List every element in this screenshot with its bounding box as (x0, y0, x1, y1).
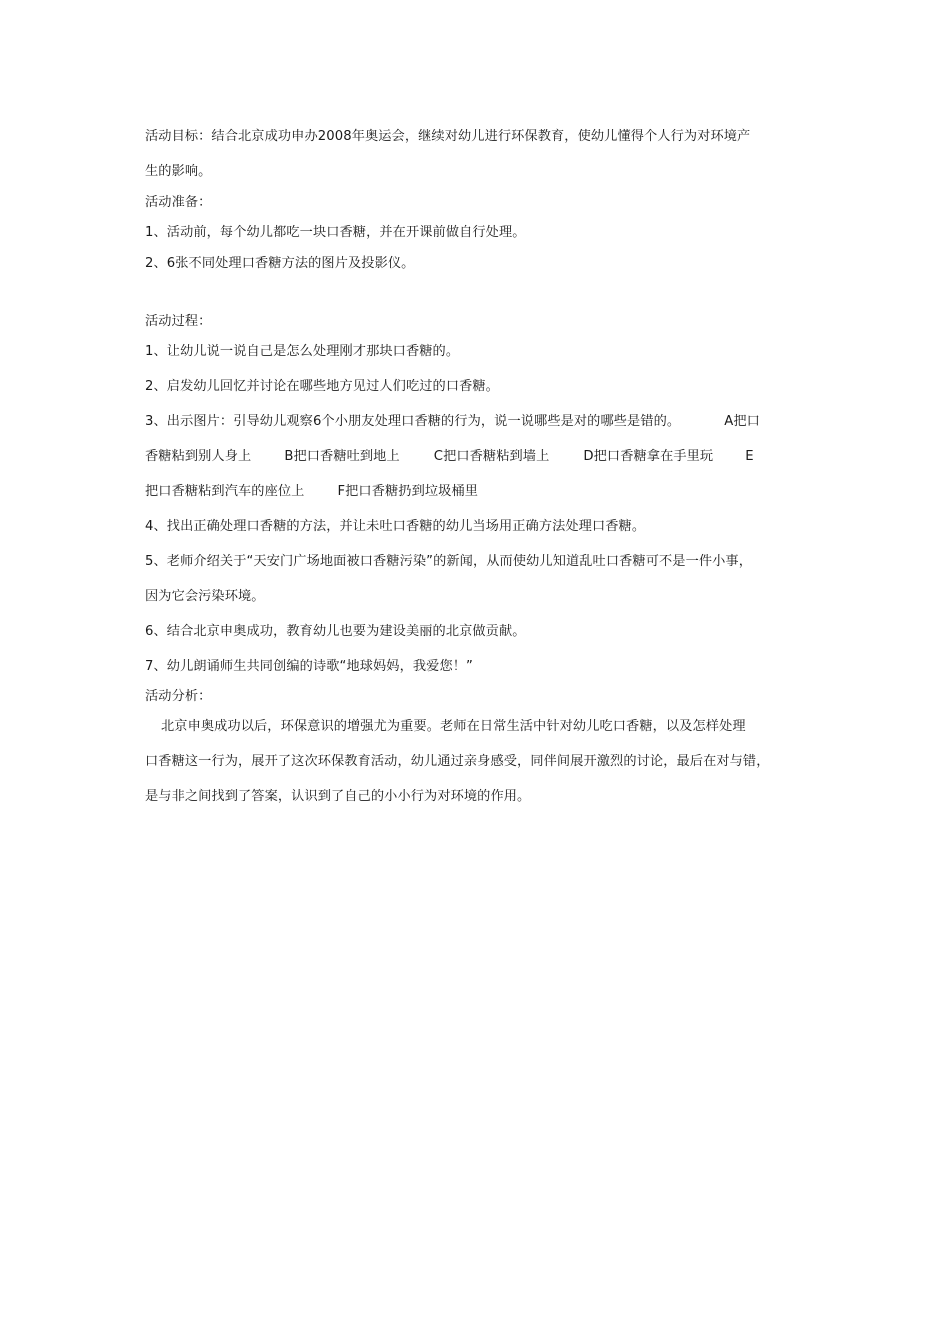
analysis-line-2: 口香糖这一行为，展开了这次环保教育活动，幼儿通过亲身感受，同伴间展开激烈的讨论，最后在对与错， (145, 754, 770, 769)
document-body (145, 124, 820, 819)
option-a-start: A把口 (724, 414, 760, 429)
prep-item-1: 1、活动前，每个幼儿都吃一块口香糖，并在开课前做自行处理。 (145, 225, 526, 240)
process-step-5-line-2: 因为它会污染环境。 (145, 589, 265, 604)
process-step-5-line-1: 5、老师介绍关于“天安门广场地面被口香糖污染”的新闻，从而使幼儿知道乱吐口香糖可不是一件小事， (145, 554, 752, 569)
analysis-heading: 活动分析： (145, 689, 212, 704)
blank-line (145, 282, 820, 309)
analysis-line-3: 是与非之间找到了答案，认识到了自己的小小行为对环境的作用。 (145, 789, 531, 804)
prep-heading: 活动准备： (145, 195, 212, 210)
process-step-3-line-1 (145, 409, 820, 444)
option-e-end: 把口香糖粘到汽车的座位上 (145, 484, 305, 499)
process-step-1: 1、让幼儿说一说自己是怎么处理刚才那块口香糖的。 (145, 344, 460, 359)
goal-line-2: 生的影响。 (145, 164, 212, 179)
option-a-end: 香糖粘到别人身上 (145, 449, 252, 464)
option-b: B把口香糖吐到地上 (284, 449, 400, 464)
option-c: C把口香糖粘到墙上 (433, 449, 550, 464)
option-f: F把口香糖扔到垃圾桶里 (337, 484, 479, 499)
process-heading: 活动过程： (145, 314, 212, 329)
prep-item-2: 2、6张不同处理口香糖方法的图片及投影仪。 (145, 256, 415, 271)
process-step-3-line-3 (145, 479, 820, 514)
process-step-6: 6、结合北京申奥成功，教育幼儿也要为建设美丽的北京做贡献。 (145, 624, 526, 639)
option-e-start: E (745, 449, 754, 464)
option-d: D把口香糖拿在手里玩 (583, 449, 714, 464)
process-step-3-text: 3、出示图片：引导幼儿观察6个小朋友处理口香糖的行为，说一说哪些是对的哪些是错的。 (145, 414, 681, 429)
analysis-line-1: 北京申奥成功以后，环保意识的增强尤为重要。老师在日常生活中针对幼儿吃口香糖，以及怎样处理 (161, 719, 746, 734)
process-step-7: 7、幼儿朗诵师生共同创编的诗歌“地球妈妈，我爱您！” (145, 659, 473, 674)
process-step-3-line-2 (145, 444, 820, 479)
process-step-4: 4、找出正确处理口香糖的方法，并让未吐口香糖的幼儿当场用正确方法处理口香糖。 (145, 519, 646, 534)
goal-line-1: 活动目标：结合北京成功申办2008年奥运会，继续对幼儿进行环保教育，使幼儿懂得个人行为对环境产 (145, 129, 751, 144)
process-step-2: 2、启发幼儿回忆并讨论在哪些地方见过人们吃过的口香糖。 (145, 379, 499, 394)
